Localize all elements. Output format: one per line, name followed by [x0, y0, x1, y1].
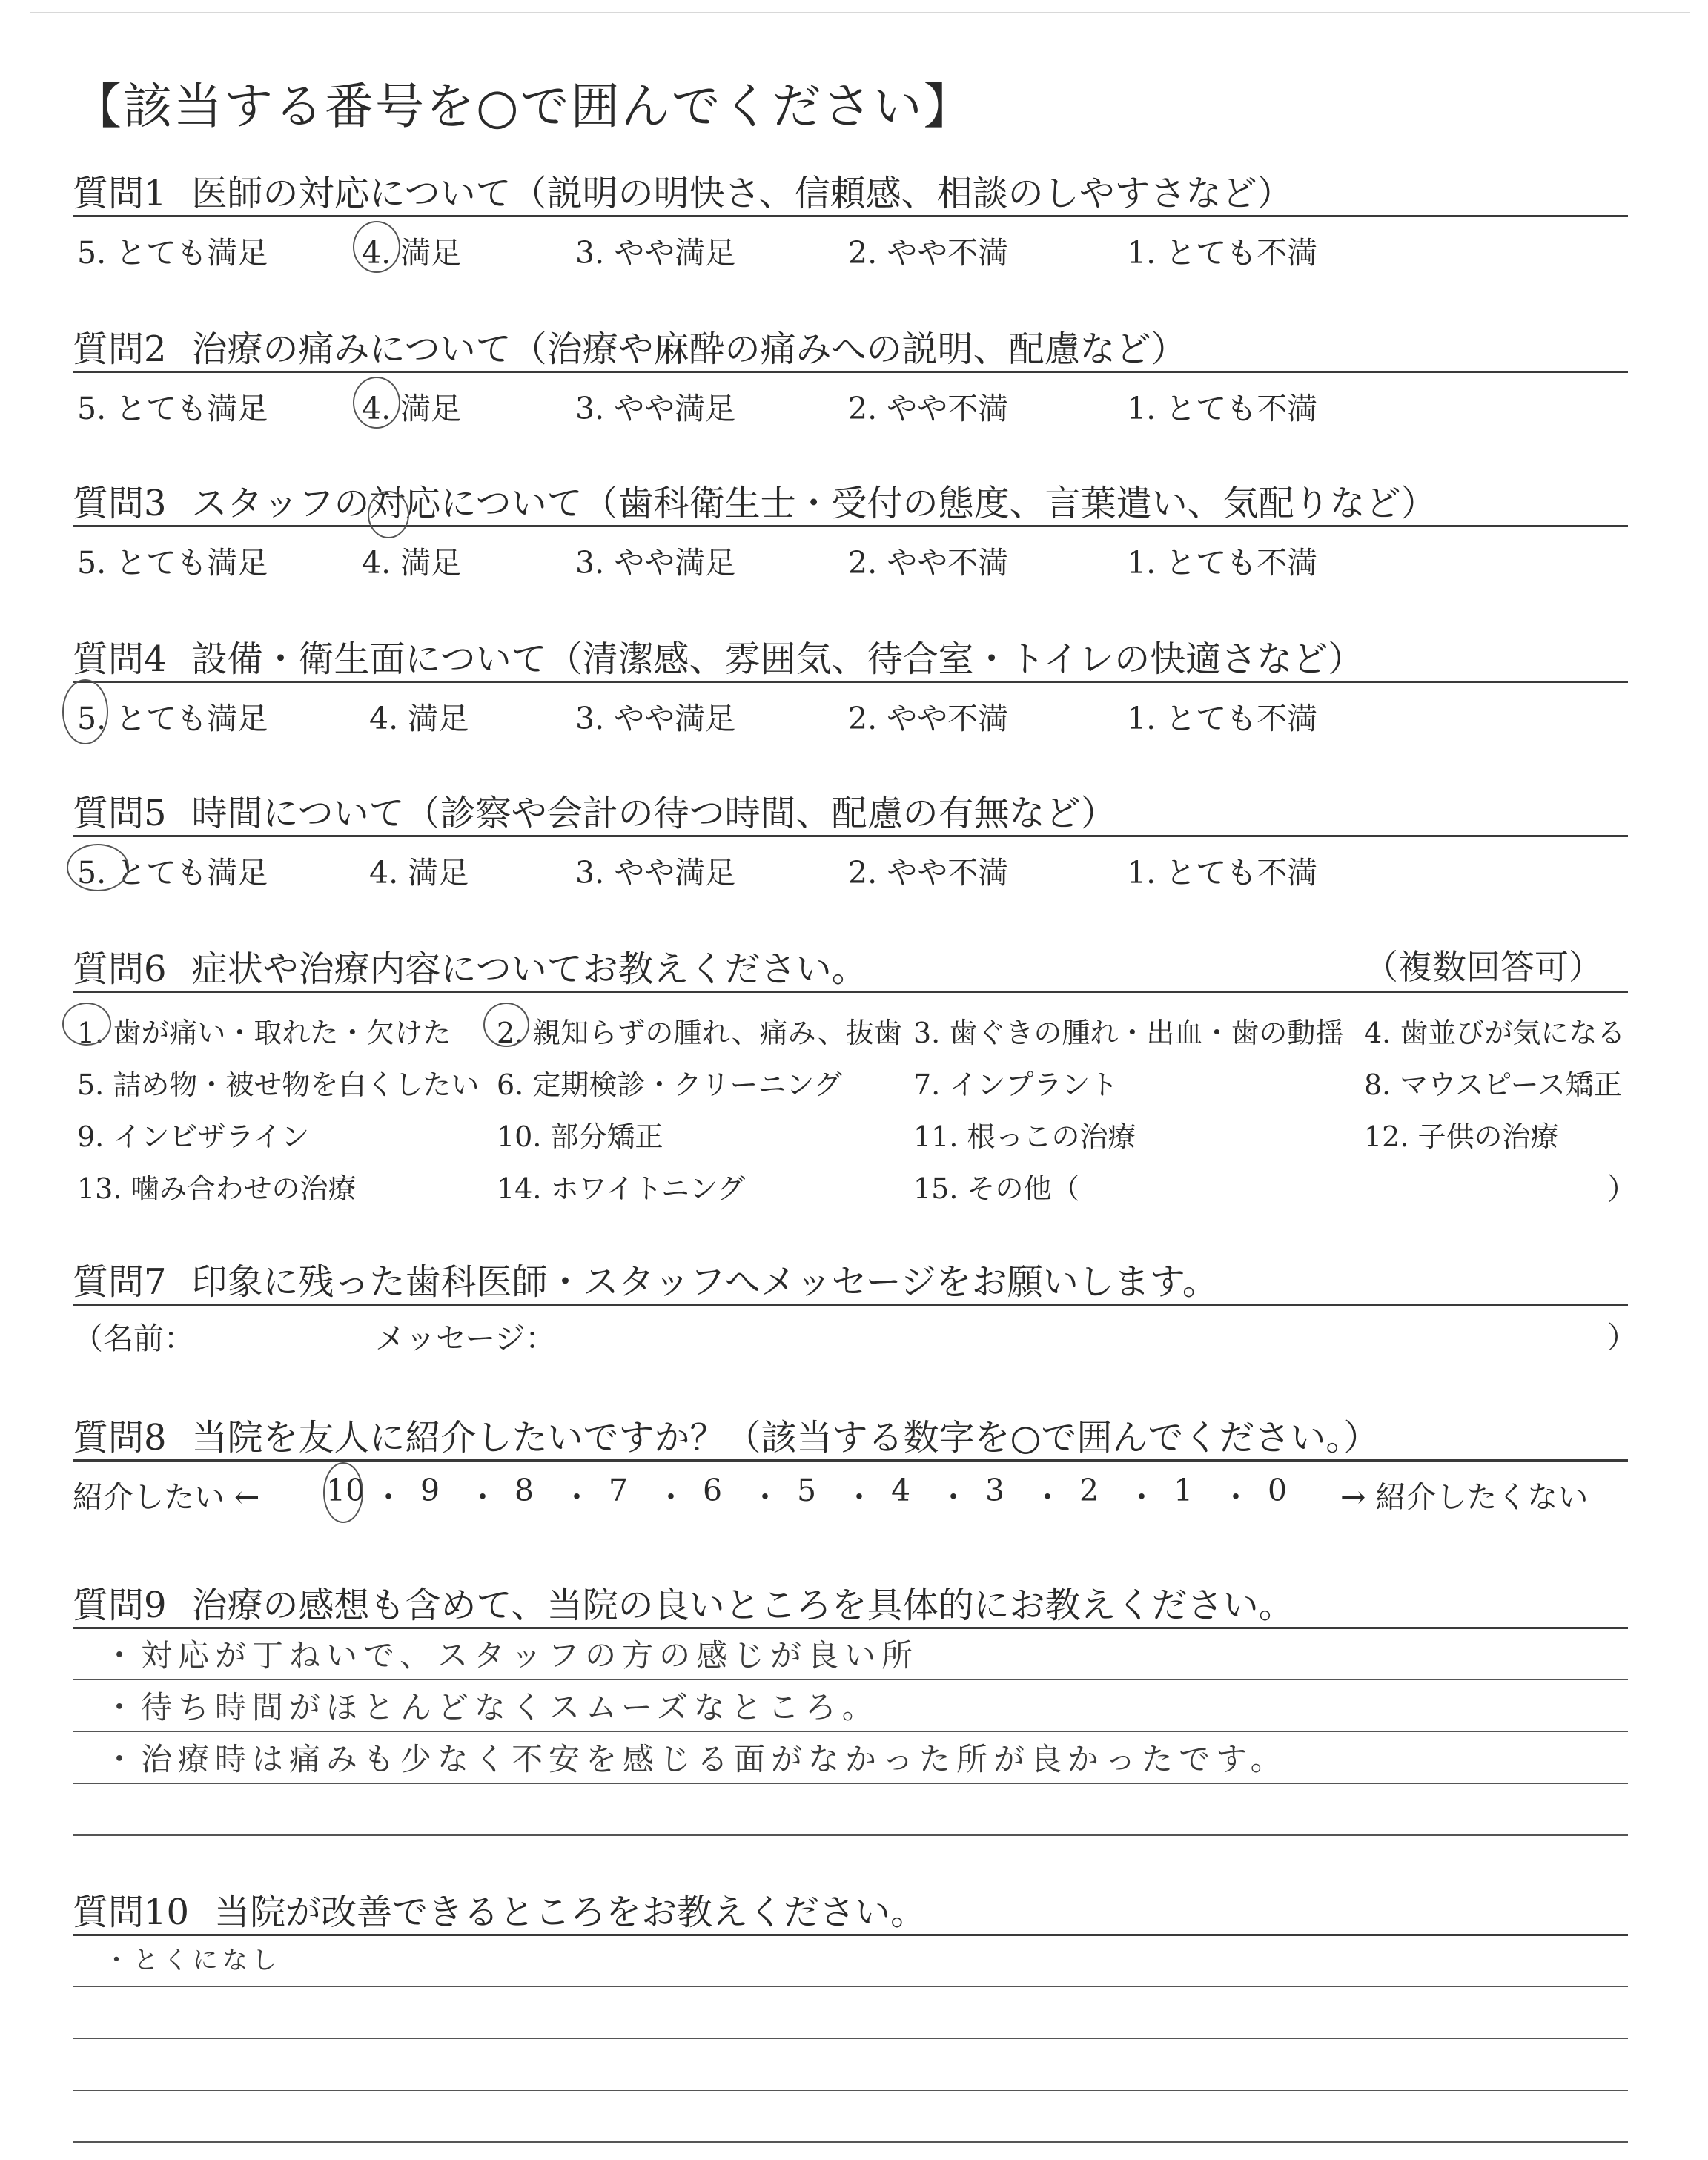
answer-line	[73, 2141, 1628, 2143]
q6-option-10[interactable]: 10. 部分矯正	[497, 1120, 663, 1153]
q2-option-5[interactable]: 5. とても満足	[77, 391, 268, 426]
selection-circle	[62, 679, 108, 744]
q5-option-2[interactable]: 2. やや不満	[848, 855, 1009, 891]
q4-option-4[interactable]: 4. 満足	[369, 701, 469, 736]
q6-option-7[interactable]: 7. インプラント	[913, 1069, 1119, 1101]
question-number: 質問7	[73, 1261, 167, 1303]
q5-option-3[interactable]: 3. やや満足	[575, 855, 736, 891]
q3-option-4[interactable]: 4. 満足	[362, 545, 462, 581]
divider	[73, 1459, 1628, 1462]
scale-separator: ・	[467, 1479, 498, 1515]
q5-option-1[interactable]: 1. とても不満	[1127, 855, 1318, 891]
recommend-right-label: → 紹介したくない	[1340, 1479, 1589, 1515]
question-8	[73, 1409, 1379, 1460]
q4-option-1[interactable]: 1. とても不満	[1127, 701, 1318, 736]
question-number: 質問2	[73, 328, 167, 370]
divider	[73, 1627, 1628, 1629]
scale-separator: ・	[373, 1479, 404, 1515]
scale-value-9[interactable]: 9	[420, 1473, 440, 1508]
q4-option-2[interactable]: 2. やや不満	[848, 701, 1009, 736]
q4-option-5[interactable]: 5. とても満足	[77, 701, 268, 736]
q9-answer-3: ・治療時は痛みも少なく不安を感じる面がなかった所が良かったです。	[104, 1741, 1288, 1777]
scale-separator: ・	[938, 1479, 969, 1515]
scale-value-10[interactable]: 10	[326, 1473, 365, 1508]
question-text: 症状や治療内容についてお教えください。	[191, 948, 867, 990]
question-9	[73, 1576, 1294, 1628]
q1-option-1[interactable]: 1. とても不満	[1127, 235, 1318, 271]
divider	[73, 681, 1628, 683]
divider	[73, 215, 1628, 217]
scale-separator: ・	[1126, 1479, 1157, 1515]
scale-separator: ・	[1032, 1479, 1063, 1515]
q6-option-3[interactable]: 3. 歯ぐきの腫れ・出血・歯の動揺	[913, 1017, 1344, 1049]
answer-line	[73, 1731, 1628, 1732]
q2-option-1[interactable]: 1. とても不満	[1127, 391, 1318, 426]
question-number: 質問1	[73, 173, 167, 214]
q6-option-14[interactable]: 14. ホワイトニング	[497, 1172, 746, 1205]
selection-circle	[67, 844, 129, 891]
q9-answer-1: ・対応が丁ねいで、スタッフの方の感じが良い所	[104, 1637, 919, 1674]
close-paren: ）	[1607, 1172, 1637, 1206]
question-text: 治療の痛みについて（治療や麻酔の痛みへの説明、配慮など）	[191, 328, 1187, 370]
q1-option-3[interactable]: 3. やや満足	[575, 235, 736, 271]
question-text: 設備・衛生面について（清潔感、雰囲気、待合室・トイレの快適さなど）	[191, 638, 1364, 680]
divider	[73, 991, 1628, 993]
question-text: 医師の対応について（説明の明快さ、信頼感、相談のしやすさなど）	[191, 173, 1293, 214]
question-number: 質問10	[73, 1892, 190, 1933]
question-4	[73, 630, 1363, 681]
question-2	[73, 320, 1187, 371]
scale-value-6[interactable]: 6	[703, 1473, 723, 1508]
q2-option-2[interactable]: 2. やや不満	[848, 391, 1009, 426]
top-border	[30, 12, 1690, 13]
divider	[73, 835, 1628, 837]
answer-line	[73, 2038, 1628, 2039]
recommend-left-label: 紹介したい ←	[73, 1479, 260, 1515]
scale-value-7[interactable]: 7	[609, 1473, 629, 1508]
q3-option-1[interactable]: 1. とても不満	[1127, 545, 1318, 581]
scale-value-3[interactable]: 3	[985, 1473, 1005, 1508]
question-7	[73, 1253, 1218, 1304]
question-number: 質問6	[73, 948, 167, 990]
question-text: 当院を友人に紹介したいですか？（該当する数字を○で囲んでください。）	[191, 1417, 1380, 1459]
q1-option-4[interactable]: 4. 満足	[362, 235, 462, 271]
scale-separator: ・	[749, 1479, 781, 1515]
scale-separator: ・	[655, 1479, 686, 1515]
name-field-label[interactable]: （名前：	[73, 1321, 194, 1356]
q6-option-12[interactable]: 12. 子供の治療	[1364, 1120, 1559, 1153]
question-number: 質問5	[73, 793, 167, 834]
selection-circle	[353, 377, 400, 429]
q6-option-4[interactable]: 4. 歯並びが気になる	[1364, 1017, 1626, 1049]
scale-value-4[interactable]: 4	[891, 1473, 911, 1508]
q2-option-3[interactable]: 3. やや満足	[575, 391, 736, 426]
q4-option-3[interactable]: 3. やや満足	[575, 701, 736, 736]
question-text: 印象に残った歯科医師・スタッフへメッセージをお願いします。	[191, 1261, 1218, 1303]
selection-circle	[368, 491, 409, 538]
divider	[73, 1934, 1628, 1936]
selection-circle	[353, 221, 400, 273]
divider	[73, 525, 1628, 527]
q1-option-5[interactable]: 5. とても満足	[77, 235, 268, 271]
question-10	[73, 1883, 926, 1935]
scale-separator: ・	[844, 1479, 875, 1515]
q5-option-4[interactable]: 4. 満足	[369, 855, 469, 891]
question-number: 質問3	[73, 483, 167, 524]
q3-option-3[interactable]: 3. やや満足	[575, 545, 736, 581]
q6-option-15[interactable]: 15. その他（	[913, 1172, 1080, 1205]
q2-option-4[interactable]: 4. 満足	[362, 391, 462, 426]
q6-option-8[interactable]: 8. マウスピース矯正	[1364, 1069, 1622, 1101]
question-number: 質問9	[73, 1585, 167, 1626]
divider	[73, 1304, 1628, 1306]
answer-line	[73, 1783, 1628, 1784]
answer-line	[73, 1834, 1628, 1836]
q6-option-6[interactable]: 6. 定期検診・クリーニング	[497, 1069, 842, 1101]
q5-option-5[interactable]: 5. とても満足	[77, 855, 268, 891]
q1-option-2[interactable]: 2. やや不満	[848, 235, 1009, 271]
divider	[73, 371, 1628, 373]
question-6	[73, 940, 867, 991]
q6-option-2[interactable]: 2. 親知らずの腫れ、痛み、抜歯	[497, 1017, 902, 1049]
question-3	[73, 475, 1437, 526]
q10-answer-1: ・とくになし	[104, 1946, 282, 1975]
scale-value-5[interactable]: 5	[797, 1473, 817, 1508]
multiple-answer-note: （複数回答可）	[1364, 947, 1603, 987]
scale-separator: ・	[561, 1479, 592, 1515]
question-1	[73, 165, 1293, 216]
answer-line	[73, 1986, 1628, 1987]
question-text: 当院が改善できるところをお教えください。	[214, 1892, 927, 1933]
message-field-label[interactable]: メッセージ：	[375, 1321, 556, 1356]
scale-value-1[interactable]: 1	[1174, 1473, 1194, 1508]
question-number: 質問8	[73, 1417, 167, 1459]
scale-value-0[interactable]: 0	[1268, 1473, 1288, 1508]
question-text: スタッフの対応について（歯科衛生士・受付の態度、言葉遣い、気配りなど）	[191, 483, 1437, 524]
scale-value-8[interactable]: 8	[514, 1473, 534, 1508]
selection-circle	[483, 1003, 529, 1047]
answer-line	[73, 1679, 1628, 1680]
selection-circle	[323, 1462, 363, 1523]
question-text: 治療の感想も含めて、当院の良いところを具体的にお教えください。	[191, 1585, 1294, 1626]
q6-option-5[interactable]: 5. 詰め物・被せ物を白くしたい	[77, 1069, 480, 1101]
q9-answer-2: ・待ち時間がほとんどなくスムーズなところ。	[104, 1689, 879, 1725]
scale-separator: ・	[1220, 1479, 1251, 1515]
close-paren: ）	[1607, 1321, 1637, 1355]
q6-option-13[interactable]: 13. 噛み合わせの治療	[77, 1172, 357, 1205]
page-title: 【該当する番号を○で囲んでください】	[73, 78, 974, 135]
selection-circle	[62, 1003, 111, 1046]
answer-line	[73, 2090, 1628, 2091]
q3-option-2[interactable]: 2. やや不満	[848, 545, 1009, 581]
question-text: 時間について（診察や会計の待つ時間、配慮の有無など）	[191, 793, 1116, 834]
scale-value-2[interactable]: 2	[1079, 1473, 1099, 1508]
question-5	[73, 785, 1116, 836]
q6-option-11[interactable]: 11. 根っこの治療	[913, 1120, 1136, 1153]
q6-option-1[interactable]: 1. 歯が痛い・取れた・欠けた	[77, 1017, 451, 1049]
question-number: 質問4	[73, 638, 167, 680]
q3-option-5[interactable]: 5. とても満足	[77, 545, 268, 581]
q6-option-9[interactable]: 9. インビザライン	[77, 1120, 310, 1153]
